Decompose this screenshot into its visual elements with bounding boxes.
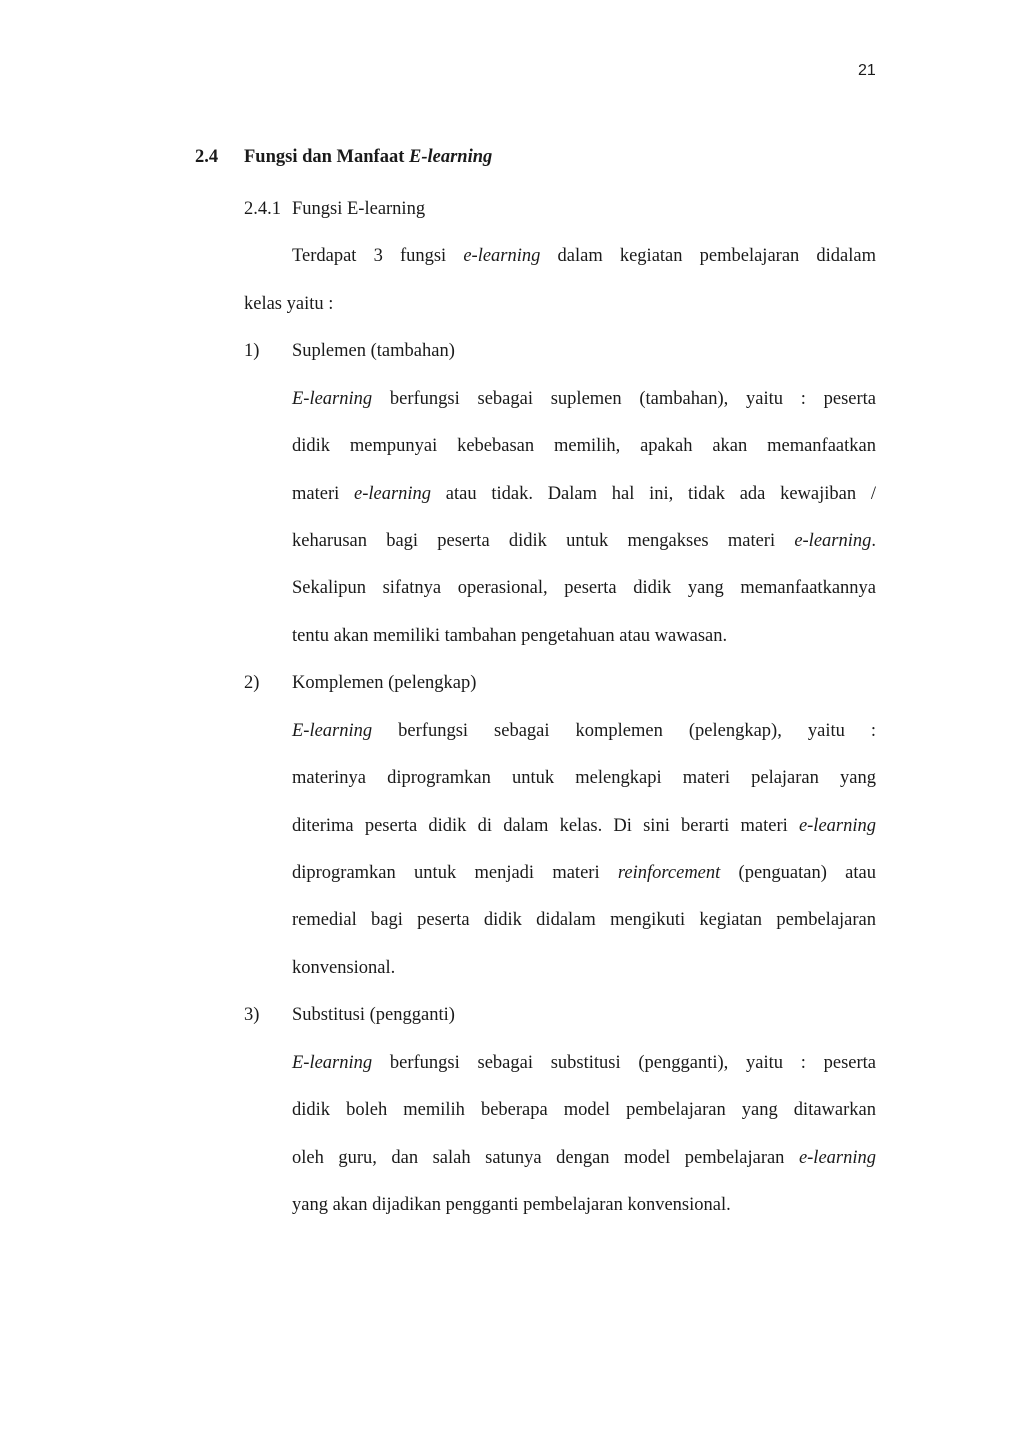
section-heading (195, 147, 492, 168)
paragraph-line: E-learning berfungsi sebagai suplemen (tambahan), yaitu : peserta (292, 389, 876, 409)
subsection-heading (244, 199, 425, 220)
paragraph-line: E-learning berfungsi sebagai substitusi (pengganti), yaitu : peserta (292, 1053, 876, 1073)
paragraph-line: remedial bagi peserta didik didalam mengikuti kegiatan pembelajaran (292, 910, 876, 930)
list-item-heading: 3) Substitusi (pengganti) (244, 1005, 455, 1025)
paragraph-line: diterima peserta didik di dalam kelas. Di sini berarti materi e-learning (292, 816, 876, 836)
paragraph-line: didik mempunyai kebebasan memilih, apakah akan memanfaatkan (292, 436, 876, 456)
list-item-heading: 1) Suplemen (tambahan) (244, 341, 455, 361)
paragraph-line: didik boleh memilih beberapa model pembelajaran yang ditawarkan (292, 1100, 876, 1120)
paragraph-line: tentu akan memiliki tambahan pengetahuan atau wawasan. (292, 626, 728, 646)
section-title-italic: E-learning (409, 147, 493, 167)
section-number: 2.4 (195, 147, 219, 167)
paragraph-line: keharusan bagi peserta didik untuk mengakses materi e-learning. (292, 531, 876, 551)
paragraph-line: materi e-learning atau tidak. Dalam hal ini, tidak ada kewajiban / (292, 484, 876, 504)
paragraph-line: konvensional. (292, 958, 396, 978)
section-title: Fungsi dan Manfaat (244, 147, 409, 167)
page-number: 21 (858, 62, 876, 79)
paragraph-line: yang akan dijadikan pengganti pembelajaran konvensional. (292, 1195, 731, 1215)
paragraph-line: diprogramkan untuk menjadi materi reinforcement (penguatan) atau (292, 863, 876, 883)
paragraph-line: oleh guru, dan salah satunya dengan model pembelajaran e-learning (292, 1148, 876, 1168)
list-item-heading: 2) Komplemen (pelengkap) (244, 673, 477, 693)
subsection-title: Fungsi E-learning (292, 199, 426, 219)
paragraph-line: E-learning berfungsi sebagai komplemen (pelengkap), yaitu : (292, 721, 876, 741)
intro-line-1: Terdapat 3 fungsi e-learning dalam kegiatan pembelajaran didalam (292, 246, 876, 266)
paragraph-line: Sekalipun sifatnya operasional, peserta didik yang memanfaatkannya (292, 578, 876, 598)
paragraph-line: materinya diprogramkan untuk melengkapi materi pelajaran yang (292, 768, 876, 788)
intro-line-2: kelas yaitu : (244, 294, 334, 314)
subsection-number: 2.4.1 (244, 199, 281, 219)
